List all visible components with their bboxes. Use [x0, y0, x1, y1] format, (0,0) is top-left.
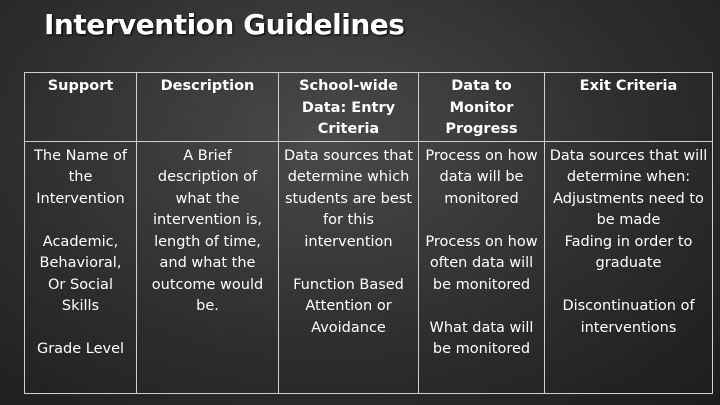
cell-monitor-progress	[419, 141, 545, 394]
entry-function-text: Function Based Attention or Avoidance	[293, 276, 404, 336]
monitor-what-text: What data will be monitored	[429, 319, 534, 357]
monitor-process-text: Process on how data will be monitored	[425, 147, 538, 207]
guidelines-table	[24, 72, 713, 394]
exit-sources-text: Data sources that will determine when: Adjustments need to be made	[549, 147, 708, 228]
header-description: Description	[137, 73, 279, 142]
exit-fading-text: Fading in order to graduate	[564, 233, 693, 271]
support-domain-text: Academic, Behavioral, Or Social Skills	[39, 233, 122, 314]
header-support: Support	[25, 73, 137, 142]
cell-exit-criteria	[545, 141, 713, 394]
header-monitor-progress: Data to Monitor Progress	[419, 73, 545, 142]
cell-support	[25, 141, 137, 394]
support-name-text: The Name of the Intervention	[34, 147, 127, 207]
header-entry-criteria: School-wide Data: Entry Criteria	[279, 73, 419, 142]
entry-sources-text: Data sources that determine which students are best for this intervention	[284, 147, 413, 250]
header-row	[25, 73, 713, 142]
support-grade-text: Grade Level	[36, 341, 125, 357]
header-exit-criteria: Exit Criteria	[545, 73, 713, 142]
cell-entry-criteria	[279, 141, 419, 394]
monitor-frequency-text: Process on how often data will be monitored	[425, 233, 538, 293]
table-row	[25, 141, 713, 394]
cell-description	[137, 141, 279, 394]
slide-title: Intervention Guidelines	[44, 8, 405, 41]
exit-discontinuation-text: Discontinuation of interventions	[562, 298, 695, 336]
description-text: A Brief description of what the intervention is, length of time, and what the outcome would be.	[151, 147, 264, 314]
